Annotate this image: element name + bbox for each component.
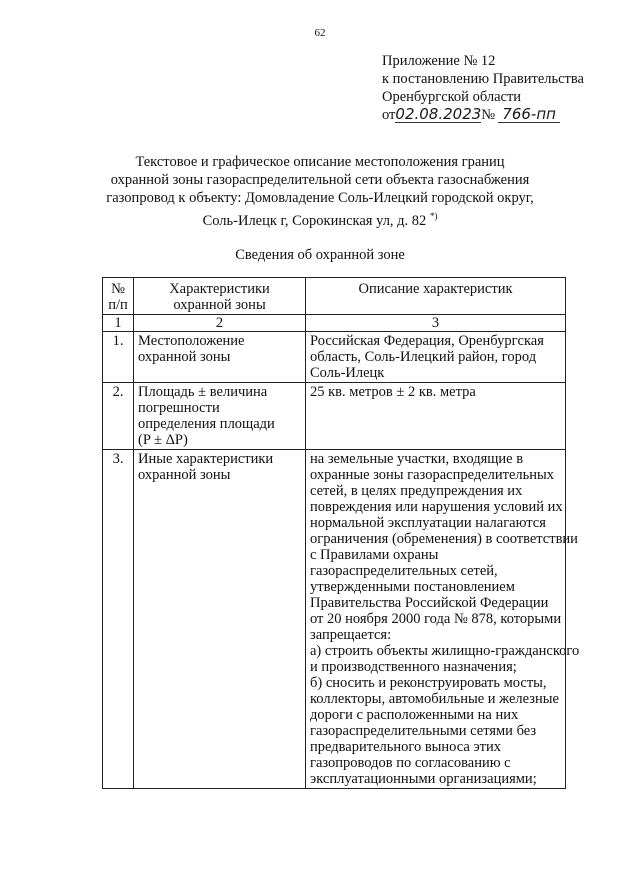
header-characteristic-line-1: Характеристики — [169, 281, 270, 297]
row-characteristic — [134, 383, 306, 450]
description-line: газораспределительных сетей, — [310, 563, 498, 579]
appendix-date-line — [382, 106, 584, 124]
date-prefix: от — [382, 107, 396, 123]
row-characteristic — [134, 450, 306, 789]
appendix-line-3: Оренбургской области — [382, 89, 522, 105]
description-line: утвержденными постановлением — [310, 579, 515, 595]
zone-info-table — [102, 277, 580, 789]
row-number: 2. — [103, 383, 134, 450]
description-line: газопроводов по согласованию с — [310, 755, 511, 771]
header-num — [103, 278, 134, 315]
description-line: Российская Федерация, Оренбургская — [310, 333, 544, 349]
description-line: область, Соль-Илецкий район, город — [310, 349, 537, 365]
characteristic-line: охранной зоны — [138, 467, 231, 483]
characteristic-line: Площадь ± величина — [138, 384, 268, 400]
column-number-3: 3 — [306, 315, 566, 332]
description-line: коллекторы, автомобильные и железные — [310, 691, 559, 707]
header-num-line-2: п/п — [108, 297, 128, 313]
description-line: охранные зоны газораспределительных — [310, 467, 555, 483]
characteristic-line: (P ± ΔP) — [138, 432, 188, 448]
description-line: а) строить объекты жилищно-гражданского — [310, 643, 580, 659]
description-line: Соль-Илецк — [310, 365, 385, 381]
appendix-line-2: к постановлению Правительства — [382, 71, 584, 87]
description-line: Правительства Российской Федерации — [310, 595, 549, 611]
description-line: предварительного выноса этих — [310, 739, 502, 755]
characteristic-line: Местоположение — [138, 333, 245, 349]
characteristic-line: Иные характеристики — [138, 451, 274, 467]
number-sign: № — [481, 107, 496, 123]
row-characteristic — [134, 332, 306, 383]
header-num-line-1: № — [111, 281, 125, 297]
description-line: ограничения (обременения) в соответствии — [310, 531, 578, 547]
description-line: эксплуатационными организациями; — [310, 771, 537, 787]
document-title — [0, 153, 640, 230]
row-description — [306, 383, 566, 450]
row-description — [306, 332, 566, 383]
title-line-4-wrap — [0, 207, 640, 230]
header-description: Описание характеристик — [306, 278, 566, 315]
footnote-mark: *) — [429, 211, 438, 221]
title-line-4: Соль-Илецк г, Сорокинская ул, д. 82 — [202, 213, 427, 229]
appendix-line-1: Приложение № 12 — [382, 53, 496, 69]
description-line: газораспределительными сетями без — [310, 723, 537, 739]
description-line: сетей, в целях предупреждения их — [310, 483, 523, 499]
description-line: запрещается: — [310, 627, 392, 643]
table-header-row — [103, 278, 566, 315]
handwritten-number: 766-пп — [498, 107, 560, 123]
description-line: и производственного назначения; — [310, 659, 517, 675]
header-characteristic-line-2: охранной зоны — [173, 297, 266, 313]
row-number: 3. — [103, 450, 134, 789]
table-row — [103, 450, 566, 789]
description-line: нормальной эксплуатации налагаются — [310, 515, 546, 531]
section-subtitle: Сведения об охранной зоне — [235, 247, 405, 263]
handwritten-date: 02.08.2023 — [395, 105, 482, 123]
title-line-1: Текстовое и графическое описание местоположения границ — [135, 154, 505, 170]
characteristic-line: охранной зоны — [138, 349, 231, 365]
characteristic-line: погрешности — [138, 400, 220, 416]
description-line: на земельные участки, входящие в — [310, 451, 524, 467]
column-number-1: 1 — [103, 315, 134, 332]
title-line-2: охранной зоны газораспределительной сети объекта газоснабжения — [110, 172, 530, 188]
row-description — [306, 450, 580, 789]
header-characteristic — [134, 278, 306, 315]
row-number: 1. — [103, 332, 134, 383]
description-line: от 20 ноября 2000 года № 878, которыми — [310, 611, 562, 627]
column-number-row — [103, 315, 566, 332]
column-number-2: 2 — [134, 315, 306, 332]
appendix-header — [382, 52, 584, 124]
table-row — [103, 383, 566, 450]
description-line: дороги с расположенными на них — [310, 707, 519, 723]
title-line-3: газопровод к объекту: Домовладение Соль-Илецкий городской округ, — [106, 190, 534, 206]
description-line: б) сносить и реконструировать мосты, — [310, 675, 547, 691]
description-line: с Правилами охраны — [310, 547, 439, 563]
description-line: повреждения или нарушения условий их — [310, 499, 563, 515]
page-number: 62 — [314, 27, 326, 39]
description-line: 25 кв. метров ± 2 кв. метра — [310, 384, 476, 400]
table-row — [103, 332, 566, 383]
characteristic-line: определения площади — [138, 416, 275, 432]
